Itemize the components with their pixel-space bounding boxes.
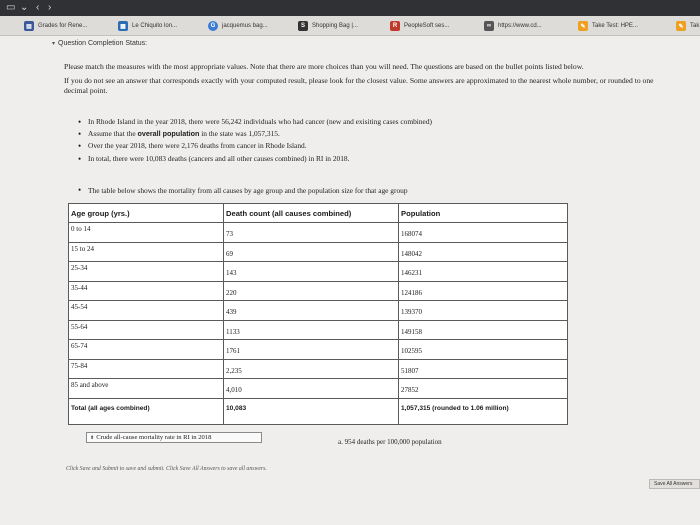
bookmark-take-test[interactable]: ✎ Take Test: HPE... (578, 19, 638, 33)
instructions-paragraph-1: Please match the measures with the most appropriate values. Note that there are more choices than you will need. The questions are based on the bullet points listed below. (64, 62, 584, 71)
table-row: 0 to 14 73 168074 (69, 223, 568, 243)
sidebar-toggle-icon[interactable]: ▭ (6, 2, 16, 13)
chevron-down-icon[interactable]: ⌄ (20, 2, 29, 13)
question-completion-status[interactable]: ▾ Question Completion Status: (52, 40, 148, 47)
table-row: 55-64 1133 149158 (69, 320, 568, 340)
table-header-row (69, 204, 568, 223)
bullet-item: • In total, there were 10,083 deaths (cancers and all other causes combined) in RI in 2018. (78, 153, 638, 165)
table-row: 15 to 24 69 148042 (69, 242, 568, 262)
table-row: 85 and above 4,010 27852 (69, 379, 568, 399)
s-icon: S (298, 21, 308, 31)
table-intro: • The table below shows the mortality from all causes by age group and the population size for that age group (78, 186, 408, 195)
test-icon: ✎ (676, 21, 686, 31)
question-instructions (64, 62, 654, 100)
google-icon: G (208, 21, 218, 31)
table-row: 25-34 143 146231 (69, 262, 568, 282)
table-row: 35-44 220 124186 (69, 281, 568, 301)
bullet-item: • In Rhode Island in the year 2018, there were 56,242 individuals who had cancer (new and exisiting cases combined) (78, 116, 638, 128)
grades-icon: ▤ (24, 21, 34, 31)
back-arrow-icon[interactable]: ‹ (36, 2, 40, 13)
test-icon: ✎ (578, 21, 588, 31)
bullet-item: • Assume that the overall population in the state was 1,057,315. (78, 128, 638, 140)
save-submit-instructions: Click Save and Submit to save and submit. Click Save All Answers to save all answers. (66, 466, 267, 472)
link-icon: ∞ (484, 21, 494, 31)
instructions-paragraph-2: If you do not see an answer that corresponds exactly with your computed result, please look for the closest value. Some answers are approximated to the nearest whole number, or rounded to one decimal point. (64, 75, 654, 95)
table-total-row: Total (all ages combined) 10,083 1,057,315 (rounded to 1.06 million) (69, 398, 568, 424)
select-arrows-icon: ⬍ (90, 435, 95, 441)
bookmarks-bar (0, 16, 700, 36)
forward-arrow-icon[interactable]: › (48, 2, 52, 13)
answer-choice-a: a. 954 deaths per 100,000 population (338, 438, 442, 446)
browser-tab-bar (0, 0, 700, 16)
table-row: 75-84 2,235 51807 (69, 359, 568, 379)
r-icon: R (390, 21, 400, 31)
mortality-table (68, 203, 568, 425)
page-icon: ▦ (118, 21, 128, 31)
bookmark-le-chiquito[interactable]: ▦ Le Chiquito lon... (118, 19, 177, 33)
bookmark-take-test-2[interactable]: ✎ Tak (676, 19, 699, 33)
save-all-answers-button[interactable]: Save All Answers (649, 479, 700, 489)
bookmark-jacquemus[interactable]: G jacquemus bag... (208, 19, 268, 33)
bookmark-shopping-bag[interactable]: S Shopping Bag |... (298, 19, 358, 33)
bookmark-cdc[interactable]: ∞ https://www.cd... (484, 19, 542, 33)
header-age-group: Age group (yrs.) (69, 204, 224, 223)
table-row: 45-54 439 139370 (69, 301, 568, 321)
bullet-list (78, 116, 638, 165)
bookmark-peoplesoft[interactable]: R PeopleSoft ses... (390, 19, 449, 33)
answer-select-crude-mortality[interactable]: ⬍ Crude all-cause mortality rate in RI in 2018 (86, 432, 262, 443)
table-row: 65-74 1761 102595 (69, 340, 568, 360)
header-death-count: Death count (all causes combined) (224, 204, 399, 223)
chevron-down-icon: ▾ (52, 41, 56, 47)
bullet-item: • Over the year 2018, there were 2,176 deaths from cancer in Rhode Island. (78, 140, 638, 152)
bookmark-grades[interactable]: ▤ Grades for Rene... (24, 19, 87, 33)
header-population: Population (399, 204, 568, 223)
